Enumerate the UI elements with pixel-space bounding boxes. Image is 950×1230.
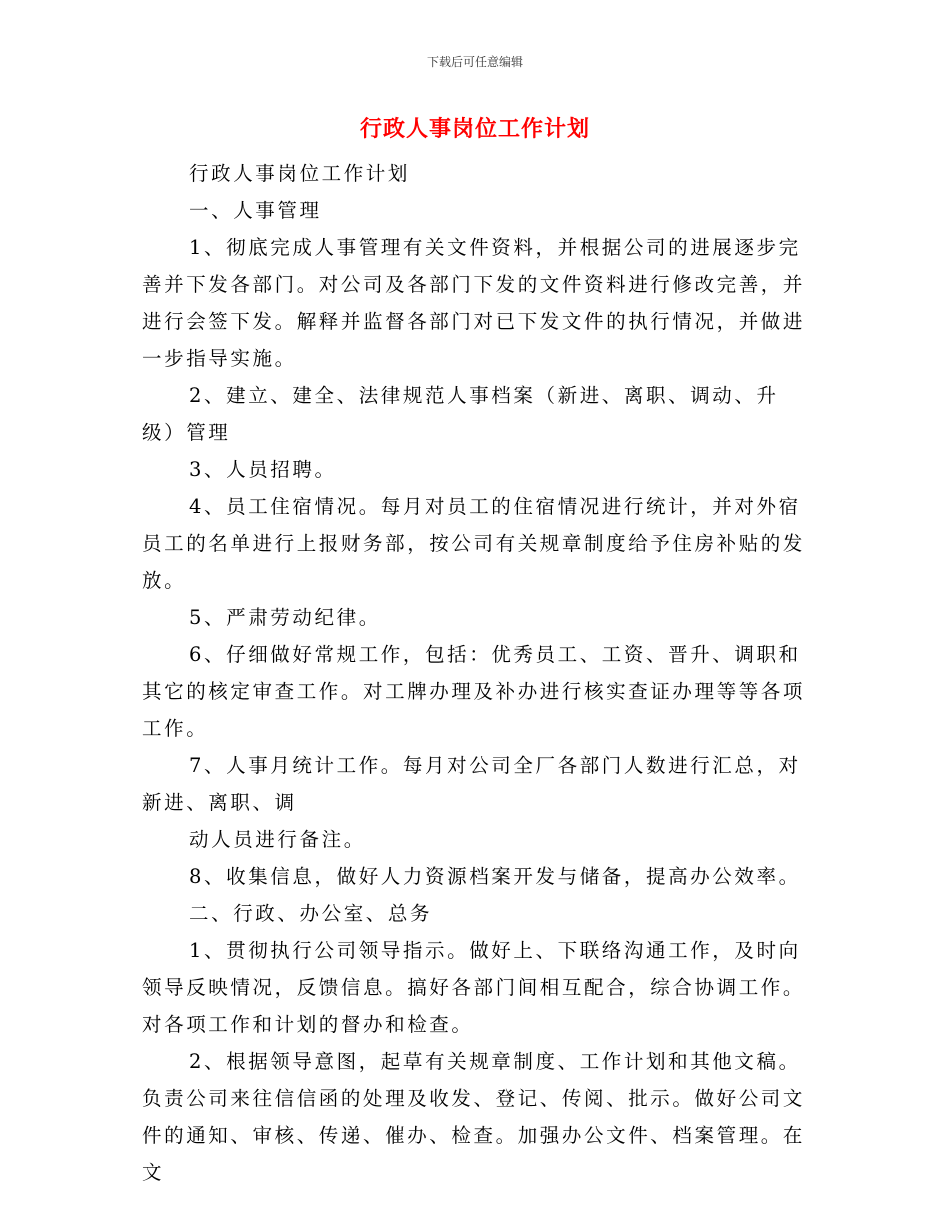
paragraph-item: 8、收集信息，做好人力资源档案开发与储备，提高办公效率。: [189, 865, 801, 888]
paragraph-item: 2、根据领导意图，起草有关规章制度、工作计划和其他文稿。负责公司来往信信函的处理及收发、登记、传阅、批示。做好公司文件的通知、审核、传递、催办、检查。加强办公文件、档案管理。在文: [142, 1050, 806, 1184]
header-note: 下载后可任意编辑: [426, 55, 523, 69]
section-heading-personnel: 一、人事管理: [189, 199, 322, 222]
paragraph-item: 4、员工住宿情况。每月对员工的住宿情况进行统计，并对外宿员工的名单进行上报财务部，按公司有关规章制度给予住房补贴的发放。: [142, 495, 806, 592]
document-title: 行政人事岗位工作计划: [359, 117, 590, 142]
paragraph-item: 7、人事月统计工作。每月对公司全厂各部门人数进行汇总，对新进、离职、调: [142, 754, 801, 814]
paragraph-item: 3、人员招聘。: [189, 458, 337, 481]
paragraph-item: 5、严肃劳动纪律。: [189, 606, 381, 629]
paragraph-item: 动人员进行备注。: [189, 828, 366, 851]
paragraph-item: 1、贯彻执行公司领导指示。做好上、下联络沟通工作，及时向领导反映情况，反馈信息。搞好各部门间相互配合，综合协调工作。对各项工作和计划的督办和检查。: [142, 939, 806, 1036]
paragraph-item: 6、仔细做好常规工作，包括：优秀员工、工资、晋升、调职和其它的核定审查工作。对工牌办理及补办进行核实查证办理等等各项工作。: [142, 643, 806, 740]
document-body: [142, 155, 812, 1191]
paragraph-item: 1、彻底完成人事管理有关文件资料，并根据公司的进展逐步完善并下发各部门。对公司及各部门下发的文件资料进行修改完善，并进行会签下发。解释并监督各部门对已下发文件的执行情况，并做进一步指导实施。: [142, 236, 806, 370]
paragraph-item: 2、建立、建全、法律规范人事档案（新进、离职、调动、升级）管理: [142, 384, 779, 444]
section-heading-admin: 二、行政、办公室、总务: [189, 902, 433, 925]
paragraph-subtitle: 行政人事岗位工作计划: [189, 162, 411, 185]
